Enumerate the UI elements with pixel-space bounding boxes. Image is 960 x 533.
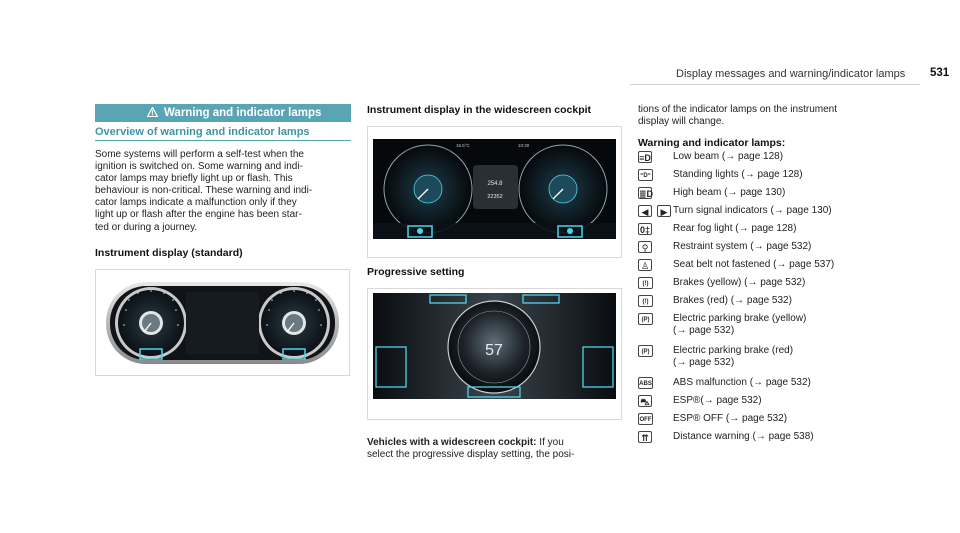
seat-belt-icon: ♙ <box>638 259 652 271</box>
brakes-red-icon: (!) <box>638 295 653 307</box>
turn-signal-icon-right: ▶ <box>657 205 671 217</box>
lamp-description: Turn signal indicators (→ page 130) <box>673 205 832 216</box>
restraint-system-icon: ⚲ <box>638 241 652 253</box>
heading-progressive: Progressive setting <box>367 266 465 278</box>
lamp-description: Rear fog light (→ page 128) <box>673 223 797 234</box>
widescreen-note <box>367 437 622 461</box>
lamp-description: Seat belt not fastened (→ page 537) <box>673 259 835 270</box>
text-line: display will change. <box>638 116 725 128</box>
standard-cluster-illustration <box>96 270 349 375</box>
page-header-title: Display messages and warning/indicator lamps <box>676 68 906 80</box>
section-title-bar <box>95 104 351 122</box>
text-line: cator lamps may briefly light up or flash. This <box>95 173 293 185</box>
standing-lights-icon: ⁼D⁼ <box>638 169 653 181</box>
speed-readout: 57 <box>485 342 503 359</box>
lamp-description: Standing lights (→ page 128) <box>673 169 803 180</box>
abs-icon: ABS <box>638 377 653 389</box>
text-line: cator lamps indicate a malfunction only if they <box>95 197 297 209</box>
trip-readout: 22352 <box>487 194 503 200</box>
temperature-readout: 16.5°C <box>456 143 470 148</box>
esp-icon: ⛍ <box>638 395 652 407</box>
widescreen-cluster-illustration <box>368 127 621 257</box>
lamp-description-page: (→ page 532) <box>673 325 735 336</box>
rear-fog-light-icon: 0‡ <box>639 225 650 235</box>
text-line: Some systems will perform a self-test when the <box>95 149 304 160</box>
lamp-description: Distance warning (→ page 538) <box>673 431 814 442</box>
lamp-description-page: (→ page 532) <box>673 357 735 368</box>
text-line: light up or flash after the engine has been star- <box>95 209 302 221</box>
brakes-yellow-icon: (!) <box>638 277 653 289</box>
clock-readout: 10:30 <box>518 143 530 148</box>
lamp-description: Electric parking brake (red) <box>673 345 794 356</box>
text-line: ted or during a journey. <box>95 221 198 233</box>
lamp-description: ESP® OFF (→ page 532) <box>673 413 788 424</box>
text-line: behaviour is non-critical. These warning and indi- <box>95 185 313 197</box>
esp-off-icon: OFF <box>638 413 653 425</box>
figure-standard-display <box>95 269 350 376</box>
lamp-description: Electric parking brake (yellow) <box>673 313 807 324</box>
lamp-description: Restraint system (→ page 532) <box>673 241 812 252</box>
note-text: If you <box>536 437 564 448</box>
figure-progressive-display <box>367 288 622 420</box>
lamp-description: ABS malfunction (→ page 532) <box>673 377 811 388</box>
lamp-description: High beam (→ page 130) <box>673 187 786 198</box>
parking-brake-yellow-icon: (P) <box>638 313 653 325</box>
heading-widescreen: Instrument display in the widescreen cockpit <box>367 104 592 116</box>
lamp-description: Brakes (red) (→ page 532) <box>673 295 792 306</box>
section-title: Warning and indicator lamps <box>164 107 322 119</box>
warning-triangle-icon <box>147 107 158 117</box>
text-line: select the progressive display setting, the posi- <box>367 449 575 461</box>
header-rule <box>630 84 920 85</box>
widescreen-note-continued <box>638 104 898 128</box>
note-label: Vehicles with a widescreen cockpit: <box>367 437 537 448</box>
high-beam-icon: ≣D <box>639 189 654 199</box>
turn-signal-icon: ◀ <box>638 205 652 217</box>
page-number: 531 <box>930 67 950 79</box>
subsection-title: Overview of warning and indicator lamps <box>95 126 310 138</box>
lamp-description: ESP®(→ page 532) <box>673 395 762 406</box>
text-line: tions of the indicator lamps on the instrument <box>638 104 837 115</box>
heading-lamps: Warning and indicator lamps: <box>638 137 786 149</box>
text-line: ignition is switched on. Some warning and indi- <box>95 161 303 173</box>
lamp-description: Low beam (→ page 128) <box>673 151 784 162</box>
distance-warning-icon: ⇈ <box>638 431 652 443</box>
low-beam-icon: ≡D <box>639 153 651 163</box>
heading-standard: Instrument display (standard) <box>95 247 243 259</box>
text-line <box>367 437 622 449</box>
lamp-description: Brakes (yellow) (→ page 532) <box>673 277 806 288</box>
odometer-readout: 254.8 <box>487 181 503 187</box>
figure-widescreen-display <box>367 126 622 258</box>
intro-paragraph <box>95 149 355 234</box>
parking-brake-red-icon: (P) <box>638 345 653 357</box>
subsection-rule <box>95 140 351 141</box>
progressive-cluster-illustration <box>368 289 621 419</box>
